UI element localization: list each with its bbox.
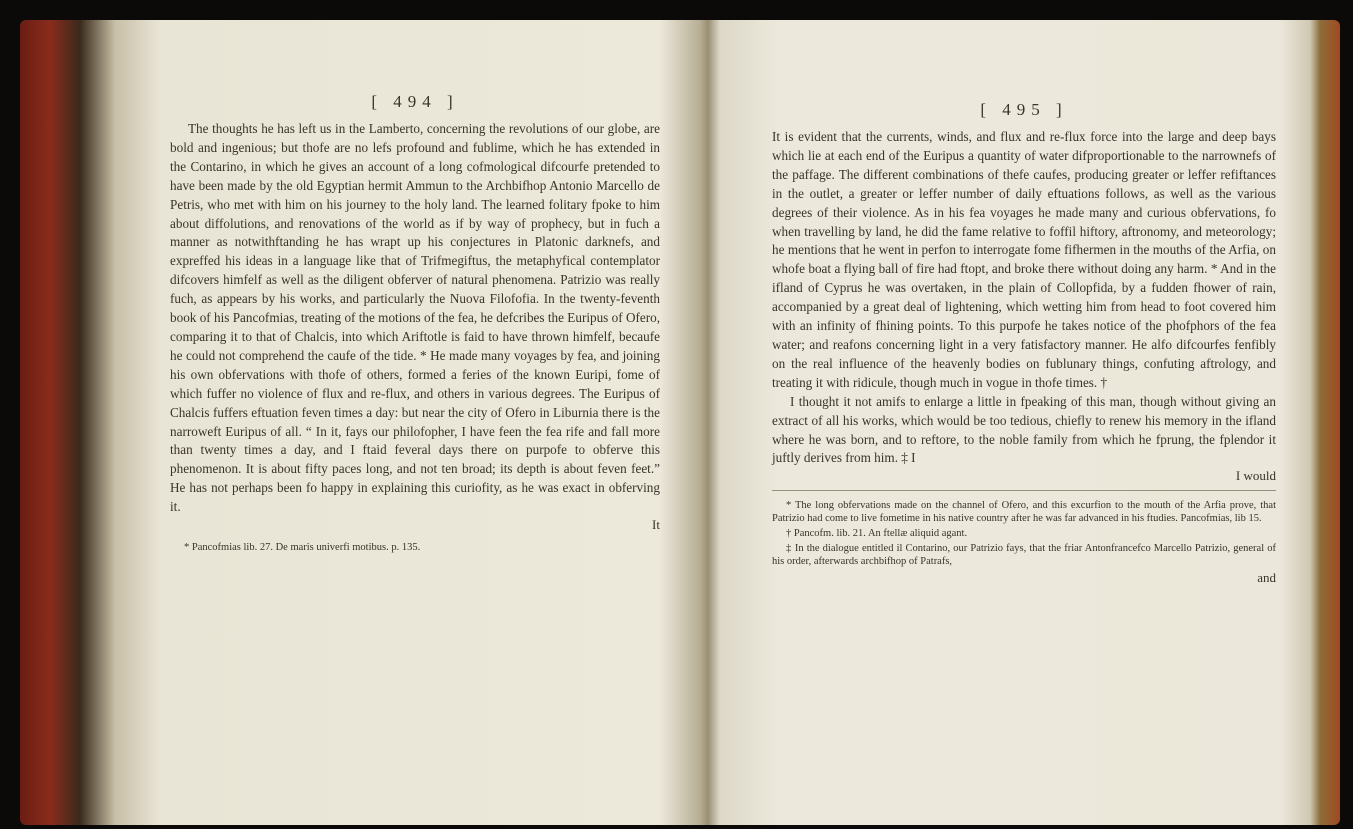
page-number: [ 495 ] xyxy=(980,100,1068,119)
footnote: * Pancofmias lib. 27. De maris univerfi motibus. p. 135. xyxy=(184,542,421,554)
catchword: It xyxy=(652,517,660,533)
paragraph: It is evident that the currents, winds, and flux and re-flux force into the large and deep bays which lie at each end of the Euripus a quantity of water difproportionable to the narrownefs of the paffage. The different combinations of thefe caufes, producing greater or leffer refiftances in the outlet, a greater or leffer number of daily eftuations follows, as well as the various degrees of their violence. As in his fea voyages he made many and curious obfervations, fo when travelling by land, he did the fame relative to foffil hiftory, aftronomy, and meteorology; he mentions that he went in perfon to interrogate fome fifhermen in the mouths of the Arfia, on whofe boat a flying ball of fire had ftopt, and broke there without doing any harm. * And in the ifland of Cyprus he was overtaken, in the plain of Collopfida, by a fudden fhower of rain, accompanied by a great deal of lightening, which wetting him from head to foot covered him with an infinity of fhining points. To this purpofe he takes notice of the phofphors of the fea water; and reafons concerning light in a very fatisfactory manner. He alfo difcourfes fenfibly on the real influence of the heavenly bodies on fublunary things, confuting aftrology, and treating it with ridicule, though much in vogue in thofe times. † xyxy=(772,129,1276,390)
footnote-divider xyxy=(772,490,1276,491)
paragraph: The thoughts he has left us in the Lamberto, concerning the revolutions of our globe, are bold and ingenious; but thofe are no lefs profound and fublime, which he has extended in the Contarino, in which he gives an account of a long cofmological difcourfe pretended to have been made by the old Egyptian hermit Ammun to the Archbifhop Antonio Marcello de Petris, who met with him on his journey to the holy land. The learned folitary fpoke to him about diffolutions, and renovations of the world as if by way of prophecy, but in fuch a manner as notwithftanding he has wrapt up his conjectures in Platonic darknefs, and expreffed his ideas in a language like that of Trifmegiftus, the metaphyfical contemplator difcovers himfelf as well as the diligent obferver of natural phenomena. Patrizio was really fuch, as appears by his works, and particularly the Nuova Filofofia. In the twenty-feventh book of his Pancofmias, treating of the motions of the fea, he defcribes the Euripus of Ofero, comparing it to that of Chalcis, into which Ariftotle is faid to have thrown himfelf, becaufe he could not comprehend the caufe of the tide. * He made many voyages by fea, and joining his own obfervations with thofe of others, formed a feries of the known Euripi, fome of which fuffer no violence of flux and re-flux, and others in various degrees. The Euripus of Chalcis fuffers eftuation feven times a day: but near the city of Ofero in Liburnia there is the narroweft Euripus of all. “ In it, fays our philofopher, I have feen the fea rife and fall more than twenty times a day, and I ftaid feveral days there on purpofe to obferve this phenomenon. It is about fifty paces long, and not ten broad; its depth is about feven feet.” He has not perhaps been fo happy in explaining this curiofity, as he was exact in obferving it. xyxy=(170,121,660,515)
open-book xyxy=(20,20,1340,825)
footnote: ‡ In the dialogue entitled il Contarino, our Patrizio fays, that the friar Antonfrancefco Marcello Patrizio, general of his order, afterwards archbifhop of Patrafs, xyxy=(772,543,1276,568)
footnote: † Pancofm. lib. 21. An ftellæ aliquid agant. xyxy=(786,528,968,540)
footnotes xyxy=(170,541,660,554)
catchword: I would xyxy=(1235,468,1276,484)
footnotes xyxy=(772,499,1276,568)
footnote-catchword: and xyxy=(1257,570,1276,586)
page-number: [ 494 ] xyxy=(371,92,459,111)
right-page xyxy=(772,100,1276,586)
footnote: * The long obfervations made on the channel of Ofero, and this excurfion to the mouth of the Arfia prove, that Patrizio had come to live fometime in his native country after he was far advanced in his ftudies. Pancofmias, lib 15. xyxy=(772,500,1276,525)
left-page xyxy=(170,92,660,556)
body-text xyxy=(170,120,660,517)
body-text xyxy=(772,128,1276,468)
paragraph: I thought it not amifs to enlarge a little in fpeaking of this man, though without giving an extract of all his works, which would be too tedious, chiefly to renew his memory in the ifland where he was born, and to reftore, to the noble family from which he fprung, the fplendor it juftly derives from him. ‡ I xyxy=(772,393,1276,466)
